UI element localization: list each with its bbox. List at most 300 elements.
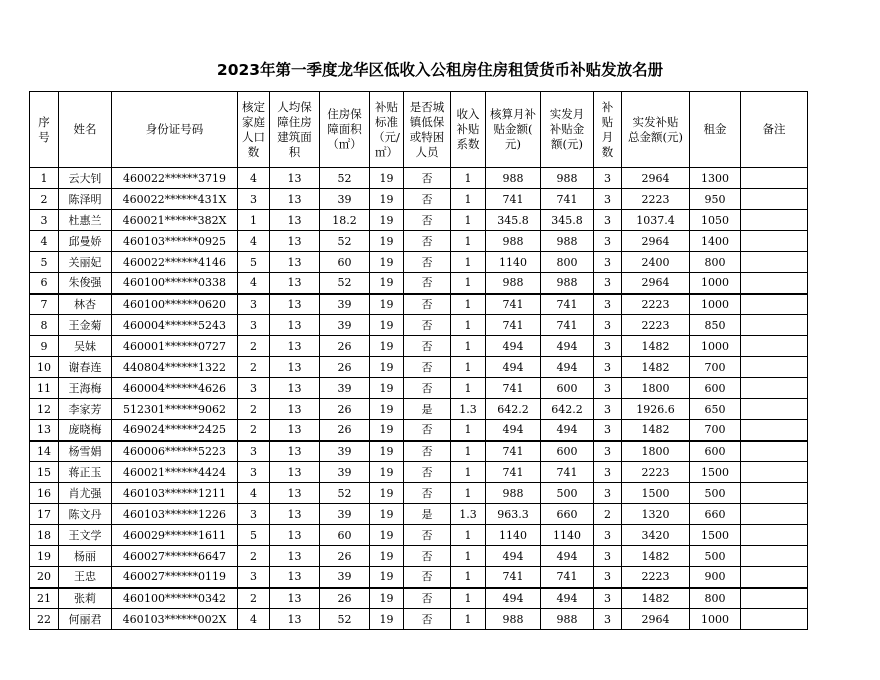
cell-household-size: 2	[238, 357, 270, 378]
cell-remarks	[741, 231, 808, 252]
cell-index: 12	[30, 399, 59, 420]
cell-calculated-monthly: 1140	[486, 525, 541, 546]
cell-id-number: 460004******5243	[112, 315, 238, 336]
cell-per-capita-area: 13	[270, 189, 320, 210]
cell-low-income-status: 否	[404, 441, 451, 462]
cell-subsidy-rate: 19	[370, 483, 404, 504]
cell-low-income-status: 否	[404, 609, 451, 630]
cell-remarks	[741, 483, 808, 504]
column-header-name	[59, 92, 112, 168]
cell-calculated-monthly: 494	[486, 357, 541, 378]
cell-guaranteed-area: 52	[320, 609, 370, 630]
cell-household-size: 3	[238, 189, 270, 210]
cell-actual-monthly: 600	[541, 441, 594, 462]
cell-actual-monthly: 988	[541, 168, 594, 189]
cell-total-amount: 1500	[622, 483, 690, 504]
cell-id-number: 460103******1211	[112, 483, 238, 504]
cell-guaranteed-area: 52	[320, 168, 370, 189]
cell-low-income-status: 否	[404, 378, 451, 399]
cell-months: 3	[594, 357, 622, 378]
cell-subsidy-rate: 19	[370, 609, 404, 630]
header-line: 核定	[242, 99, 265, 114]
cell-low-income-status: 否	[404, 231, 451, 252]
page-title: 2023年第一季度龙华区低收入公租房住房租赁货币补贴发放名册	[216, 61, 664, 79]
cell-household-size: 2	[238, 420, 270, 441]
column-header-total-amount	[622, 92, 690, 168]
cell-months: 3	[594, 567, 622, 588]
header-line: 数	[601, 144, 614, 159]
cell-total-amount: 1482	[622, 588, 690, 609]
cell-calculated-monthly: 494	[486, 336, 541, 357]
cell-calculated-monthly: 741	[486, 189, 541, 210]
cell-total-amount: 1800	[622, 441, 690, 462]
header-line: 住房保	[327, 107, 362, 121]
cell-household-size: 3	[238, 378, 270, 399]
cell-calculated-monthly: 1140	[486, 252, 541, 273]
cell-subsidy-rate: 19	[370, 357, 404, 378]
cell-months: 3	[594, 462, 622, 483]
cell-income-coefficient: 1.3	[451, 504, 486, 525]
table-row	[30, 168, 808, 189]
cell-calculated-monthly: 988	[486, 609, 541, 630]
cell-household-size: 4	[238, 609, 270, 630]
cell-remarks	[741, 441, 808, 462]
cell-income-coefficient: 1	[451, 420, 486, 441]
cell-calculated-monthly: 345.8	[486, 210, 541, 231]
header-line: 贴金额(	[493, 122, 533, 136]
cell-income-coefficient: 1	[451, 189, 486, 210]
table-row	[30, 189, 808, 210]
table-row	[30, 441, 808, 462]
cell-name: 王忠	[59, 567, 112, 588]
cell-subsidy-rate: 19	[370, 546, 404, 567]
cell-id-number: 460029******1611	[112, 525, 238, 546]
cell-actual-monthly: 494	[541, 336, 594, 357]
table-row	[30, 273, 808, 294]
cell-name: 云大钊	[59, 168, 112, 189]
cell-household-size: 4	[238, 168, 270, 189]
cell-calculated-monthly: 988	[486, 168, 541, 189]
cell-actual-monthly: 988	[541, 273, 594, 294]
cell-rent: 900	[690, 567, 741, 588]
cell-id-number: 460100******0338	[112, 273, 238, 294]
cell-subsidy-rate: 19	[370, 294, 404, 315]
cell-months: 3	[594, 525, 622, 546]
cell-total-amount: 2223	[622, 315, 690, 336]
cell-remarks	[741, 546, 808, 567]
cell-low-income-status: 否	[404, 420, 451, 441]
table-row	[30, 336, 808, 357]
header-line: 租金	[703, 122, 727, 136]
table-row	[30, 483, 808, 504]
header-line: 标准	[375, 114, 398, 129]
header-line: （㎡）	[327, 137, 362, 151]
cell-income-coefficient: 1	[451, 315, 486, 336]
cell-low-income-status: 否	[404, 294, 451, 315]
cell-rent: 1000	[690, 336, 741, 357]
table-row	[30, 525, 808, 546]
cell-guaranteed-area: 39	[320, 462, 370, 483]
cell-income-coefficient: 1	[451, 231, 486, 252]
cell-months: 3	[594, 399, 622, 420]
cell-subsidy-rate: 19	[370, 378, 404, 399]
header-line: 收入	[456, 107, 480, 121]
column-header-income-coefficient	[451, 92, 486, 168]
cell-subsidy-rate: 19	[370, 210, 404, 231]
header-line: 补贴	[375, 99, 398, 114]
table-row	[30, 462, 808, 483]
cell-index: 7	[30, 294, 59, 315]
header-line: 核算月补	[490, 107, 536, 121]
cell-per-capita-area: 13	[270, 525, 320, 546]
cell-months: 3	[594, 231, 622, 252]
cell-rent: 600	[690, 441, 741, 462]
cell-per-capita-area: 13	[270, 357, 320, 378]
cell-name: 吴妹	[59, 336, 112, 357]
table-row	[30, 210, 808, 231]
cell-index: 6	[30, 273, 59, 294]
cell-name: 肖尤强	[59, 483, 112, 504]
cell-rent: 1300	[690, 168, 741, 189]
cell-remarks	[741, 273, 808, 294]
cell-remarks	[741, 168, 808, 189]
cell-rent: 1000	[690, 273, 741, 294]
cell-name: 杨丽	[59, 546, 112, 567]
cell-low-income-status: 否	[404, 462, 451, 483]
cell-guaranteed-area: 39	[320, 189, 370, 210]
cell-index: 17	[30, 504, 59, 525]
table-row	[30, 399, 808, 420]
cell-months: 3	[594, 315, 622, 336]
cell-guaranteed-area: 26	[320, 420, 370, 441]
cell-low-income-status: 否	[404, 525, 451, 546]
cell-per-capita-area: 13	[270, 252, 320, 273]
cell-guaranteed-area: 39	[320, 315, 370, 336]
cell-per-capita-area: 13	[270, 294, 320, 315]
cell-calculated-monthly: 988	[486, 273, 541, 294]
cell-low-income-status: 否	[404, 273, 451, 294]
cell-subsidy-rate: 19	[370, 504, 404, 525]
header-line: （元/	[373, 129, 400, 144]
cell-name: 王文学	[59, 525, 112, 546]
cell-actual-monthly: 345.8	[541, 210, 594, 231]
cell-rent: 1000	[690, 294, 741, 315]
table-row	[30, 609, 808, 630]
cell-guaranteed-area: 52	[320, 273, 370, 294]
cell-actual-monthly: 800	[541, 252, 594, 273]
cell-guaranteed-area: 18.2	[320, 210, 370, 231]
header-line: 人均保	[277, 99, 312, 114]
cell-per-capita-area: 13	[270, 336, 320, 357]
cell-income-coefficient: 1	[451, 336, 486, 357]
cell-total-amount: 1926.6	[622, 399, 690, 420]
cell-guaranteed-area: 26	[320, 336, 370, 357]
cell-id-number: 512301******9062	[112, 399, 238, 420]
cell-subsidy-rate: 19	[370, 315, 404, 336]
cell-months: 3	[594, 441, 622, 462]
header-line: 镇低保	[409, 114, 445, 129]
cell-total-amount: 1482	[622, 546, 690, 567]
header-line: 系数	[456, 137, 480, 151]
cell-index: 16	[30, 483, 59, 504]
cell-calculated-monthly: 963.3	[486, 504, 541, 525]
cell-per-capita-area: 13	[270, 567, 320, 588]
cell-actual-monthly: 741	[541, 462, 594, 483]
cell-id-number: 460027******6647	[112, 546, 238, 567]
cell-id-number: 460100******0342	[112, 588, 238, 609]
cell-id-number: 460021******382X	[112, 210, 238, 231]
cell-household-size: 2	[238, 546, 270, 567]
cell-id-number: 440804******1322	[112, 357, 238, 378]
cell-index: 19	[30, 546, 59, 567]
cell-income-coefficient: 1	[451, 462, 486, 483]
cell-low-income-status: 否	[404, 357, 451, 378]
cell-household-size: 2	[238, 336, 270, 357]
cell-actual-monthly: 494	[541, 588, 594, 609]
cell-name: 蒋正玉	[59, 462, 112, 483]
cell-rent: 800	[690, 252, 741, 273]
cell-calculated-monthly: 988	[486, 231, 541, 252]
cell-index: 18	[30, 525, 59, 546]
cell-name: 林杏	[59, 294, 112, 315]
cell-actual-monthly: 494	[541, 357, 594, 378]
table-row	[30, 231, 808, 252]
cell-rent: 500	[690, 483, 741, 504]
table-row	[30, 420, 808, 441]
header-line: 障面积	[327, 122, 362, 136]
cell-months: 3	[594, 336, 622, 357]
header-line: 实发补贴	[632, 114, 679, 129]
header-line: 数	[247, 144, 260, 159]
cell-income-coefficient: 1	[451, 483, 486, 504]
cell-subsidy-rate: 19	[370, 420, 404, 441]
cell-calculated-monthly: 741	[486, 378, 541, 399]
cell-low-income-status: 否	[404, 336, 451, 357]
cell-name: 杨雪娟	[59, 441, 112, 462]
header-line: 或特困	[409, 129, 445, 144]
table-row	[30, 588, 808, 609]
cell-income-coefficient: 1	[451, 441, 486, 462]
column-header-guaranteed-area	[320, 92, 370, 168]
table-row	[30, 357, 808, 378]
cell-per-capita-area: 13	[270, 441, 320, 462]
cell-low-income-status: 否	[404, 483, 451, 504]
header-line: 建筑面	[277, 129, 312, 144]
cell-months: 3	[594, 609, 622, 630]
cell-months: 3	[594, 189, 622, 210]
cell-remarks	[741, 567, 808, 588]
cell-index: 21	[30, 588, 59, 609]
cell-name: 杜惠兰	[59, 210, 112, 231]
cell-index: 11	[30, 378, 59, 399]
cell-remarks	[741, 462, 808, 483]
cell-income-coefficient: 1	[451, 294, 486, 315]
cell-remarks	[741, 336, 808, 357]
cell-total-amount: 1482	[622, 420, 690, 441]
cell-income-coefficient: 1.3	[451, 399, 486, 420]
cell-name: 陈泽明	[59, 189, 112, 210]
table-row	[30, 567, 808, 588]
cell-per-capita-area: 13	[270, 420, 320, 441]
cell-household-size: 3	[238, 294, 270, 315]
cell-total-amount: 2223	[622, 567, 690, 588]
cell-remarks	[741, 378, 808, 399]
column-header-months	[594, 92, 622, 168]
cell-id-number: 460006******5223	[112, 441, 238, 462]
cell-remarks	[741, 420, 808, 441]
cell-income-coefficient: 1	[451, 378, 486, 399]
cell-income-coefficient: 1	[451, 168, 486, 189]
cell-total-amount: 1320	[622, 504, 690, 525]
cell-rent: 800	[690, 588, 741, 609]
cell-subsidy-rate: 19	[370, 399, 404, 420]
table-body	[30, 168, 808, 630]
column-header-rent	[690, 92, 741, 168]
cell-index: 4	[30, 231, 59, 252]
cell-guaranteed-area: 26	[320, 357, 370, 378]
cell-low-income-status: 否	[404, 189, 451, 210]
cell-total-amount: 2964	[622, 231, 690, 252]
cell-id-number: 460022******4146	[112, 252, 238, 273]
table-row	[30, 315, 808, 336]
cell-actual-monthly: 600	[541, 378, 594, 399]
column-header-subsidy-rate	[370, 92, 404, 168]
cell-per-capita-area: 13	[270, 546, 320, 567]
cell-remarks	[741, 399, 808, 420]
cell-per-capita-area: 13	[270, 315, 320, 336]
header-line: 号	[38, 129, 50, 144]
cell-rent: 700	[690, 420, 741, 441]
column-header-per-capita-area	[270, 92, 320, 168]
cell-actual-monthly: 500	[541, 483, 594, 504]
cell-actual-monthly: 741	[541, 315, 594, 336]
cell-remarks	[741, 588, 808, 609]
cell-subsidy-rate: 19	[370, 168, 404, 189]
cell-total-amount: 2964	[622, 168, 690, 189]
table-row	[30, 252, 808, 273]
cell-household-size: 3	[238, 315, 270, 336]
cell-name: 庞晓梅	[59, 420, 112, 441]
cell-rent: 1500	[690, 525, 741, 546]
cell-rent: 660	[690, 504, 741, 525]
header-line: 障住房	[277, 114, 312, 129]
cell-per-capita-area: 13	[270, 378, 320, 399]
cell-subsidy-rate: 19	[370, 567, 404, 588]
table-header-row	[30, 92, 808, 168]
cell-per-capita-area: 13	[270, 609, 320, 630]
cell-total-amount: 2223	[622, 294, 690, 315]
cell-name: 谢春连	[59, 357, 112, 378]
header-line: 月	[601, 129, 614, 144]
cell-id-number: 460022******431X	[112, 189, 238, 210]
cell-per-capita-area: 13	[270, 588, 320, 609]
cell-guaranteed-area: 52	[320, 483, 370, 504]
header-line: 姓名	[73, 122, 97, 136]
cell-household-size: 2	[238, 588, 270, 609]
header-line: ㎡）	[375, 144, 398, 159]
column-header-household-size	[238, 92, 270, 168]
cell-subsidy-rate: 19	[370, 273, 404, 294]
cell-actual-monthly: 741	[541, 294, 594, 315]
cell-calculated-monthly: 741	[486, 294, 541, 315]
header-line: 总金额(元)	[628, 129, 683, 144]
cell-name: 关丽妃	[59, 252, 112, 273]
cell-rent: 500	[690, 546, 741, 567]
cell-name: 张莉	[59, 588, 112, 609]
subsidy-roster-table	[29, 91, 808, 630]
cell-id-number: 460027******0119	[112, 567, 238, 588]
cell-id-number: 460103******0925	[112, 231, 238, 252]
cell-rent: 600	[690, 378, 741, 399]
cell-guaranteed-area: 52	[320, 231, 370, 252]
cell-actual-monthly: 642.2	[541, 399, 594, 420]
cell-index: 2	[30, 189, 59, 210]
cell-months: 3	[594, 378, 622, 399]
cell-index: 20	[30, 567, 59, 588]
cell-guaranteed-area: 39	[320, 441, 370, 462]
cell-rent: 1000	[690, 609, 741, 630]
cell-months: 3	[594, 420, 622, 441]
cell-remarks	[741, 294, 808, 315]
cell-id-number: 460021******4424	[112, 462, 238, 483]
cell-guaranteed-area: 60	[320, 525, 370, 546]
cell-index: 22	[30, 609, 59, 630]
column-header-actual-monthly	[541, 92, 594, 168]
cell-actual-monthly: 741	[541, 189, 594, 210]
cell-id-number: 460100******0620	[112, 294, 238, 315]
cell-household-size: 5	[238, 525, 270, 546]
header-line: 补贴金	[549, 122, 585, 136]
header-line: 补贴	[456, 122, 480, 136]
cell-income-coefficient: 1	[451, 546, 486, 567]
cell-rent: 1500	[690, 462, 741, 483]
cell-guaranteed-area: 60	[320, 252, 370, 273]
cell-name: 陈文丹	[59, 504, 112, 525]
cell-income-coefficient: 1	[451, 588, 486, 609]
cell-name: 李家芳	[59, 399, 112, 420]
cell-rent: 1400	[690, 231, 741, 252]
cell-per-capita-area: 13	[270, 504, 320, 525]
cell-total-amount: 2400	[622, 252, 690, 273]
cell-remarks	[741, 252, 808, 273]
cell-name: 王海梅	[59, 378, 112, 399]
cell-months: 3	[594, 588, 622, 609]
column-header-remarks	[741, 92, 808, 168]
cell-name: 邱曼娇	[59, 231, 112, 252]
header-line: 补	[601, 99, 614, 114]
column-header-index	[30, 92, 59, 168]
cell-guaranteed-area: 26	[320, 546, 370, 567]
cell-subsidy-rate: 19	[370, 231, 404, 252]
cell-calculated-monthly: 494	[486, 588, 541, 609]
cell-guaranteed-area: 39	[320, 504, 370, 525]
cell-id-number: 460004******4626	[112, 378, 238, 399]
cell-total-amount: 1482	[622, 336, 690, 357]
cell-actual-monthly: 741	[541, 567, 594, 588]
column-header-id-number	[112, 92, 238, 168]
cell-remarks	[741, 357, 808, 378]
cell-index: 1	[30, 168, 59, 189]
cell-calculated-monthly: 494	[486, 546, 541, 567]
cell-months: 3	[594, 546, 622, 567]
cell-total-amount: 2223	[622, 189, 690, 210]
header-line: 家庭	[242, 114, 265, 129]
header-line: 元)	[505, 137, 521, 151]
cell-months: 3	[594, 252, 622, 273]
cell-low-income-status: 否	[404, 588, 451, 609]
cell-total-amount: 2223	[622, 462, 690, 483]
cell-index: 5	[30, 252, 59, 273]
